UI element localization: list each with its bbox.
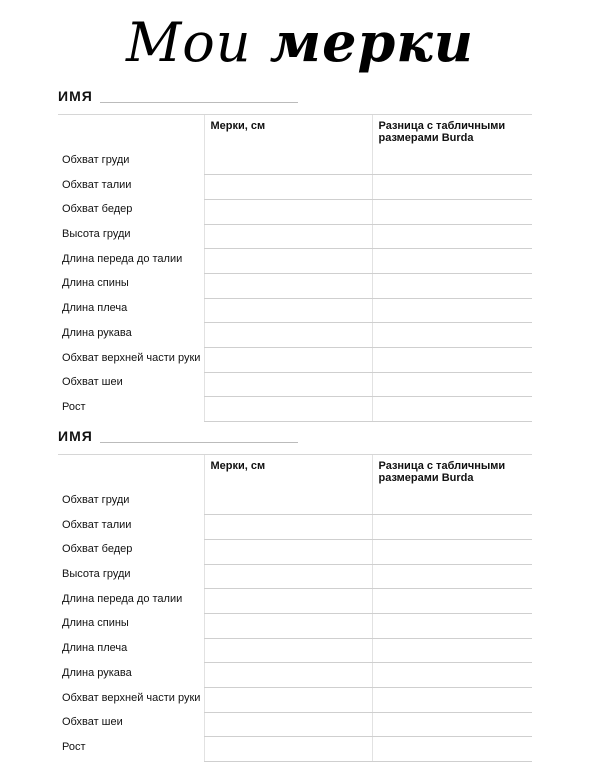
- measurement-label: Обхват груди: [62, 494, 130, 506]
- burda-difference-cell[interactable]: [372, 688, 532, 713]
- table-row: [58, 224, 532, 249]
- burda-difference-cell[interactable]: [372, 175, 532, 200]
- measurement-value-cell[interactable]: [204, 372, 372, 397]
- table-row: [58, 150, 532, 175]
- burda-difference-cell[interactable]: [372, 589, 532, 614]
- measurement-value-cell[interactable]: [204, 150, 372, 175]
- burda-difference-cell[interactable]: [372, 638, 532, 663]
- column-header: Разница с табличными размерами Burda: [372, 115, 532, 151]
- table-row: [58, 323, 532, 348]
- table-row: [58, 348, 532, 373]
- name-label: ИМЯ: [58, 88, 93, 104]
- table-row: [58, 515, 532, 540]
- table-header-row: [58, 115, 532, 151]
- table-row: [58, 249, 532, 274]
- column-header: Мерки, см: [204, 115, 372, 151]
- measurement-label: Длина спины: [62, 617, 129, 630]
- measurement-label: Рост: [62, 400, 86, 413]
- burda-difference-cell[interactable]: [372, 613, 532, 638]
- measurement-value-cell[interactable]: [204, 712, 372, 737]
- measurement-value-cell[interactable]: [204, 175, 372, 200]
- measurement-value-cell[interactable]: [204, 737, 372, 762]
- measurements-table: [58, 454, 532, 762]
- burda-difference-cell[interactable]: [372, 273, 532, 298]
- table-row: [58, 712, 532, 737]
- table-row: [58, 490, 532, 515]
- measurement-value-cell[interactable]: [204, 613, 372, 638]
- table-row: [58, 175, 532, 200]
- measurement-label: Обхват бедер: [62, 543, 133, 556]
- burda-difference-cell[interactable]: [372, 737, 532, 762]
- measurement-label: Обхват верхней части руки: [62, 691, 201, 704]
- table-row: [58, 564, 532, 589]
- table-row: [58, 663, 532, 688]
- measurement-label: Длина рукава: [62, 326, 132, 339]
- column-header: Разница с табличными размерами Burda: [372, 455, 532, 491]
- measurement-label: Обхват верхней части руки: [62, 351, 201, 364]
- measurement-value-cell[interactable]: [204, 490, 372, 515]
- measurement-label: Длина спины: [62, 277, 129, 290]
- table-row: [58, 273, 532, 298]
- burda-difference-cell[interactable]: [372, 490, 532, 515]
- table-row: [58, 539, 532, 564]
- title-bold: мерки: [269, 10, 475, 74]
- burda-difference-cell[interactable]: [372, 224, 532, 249]
- measurement-label: Длина плеча: [62, 302, 128, 315]
- name-input-line[interactable]: [100, 442, 298, 443]
- burda-difference-cell[interactable]: [372, 564, 532, 589]
- measurement-label: Длина рукава: [62, 666, 132, 679]
- measurement-label: Обхват шеи: [62, 716, 123, 729]
- measurement-label: Высота груди: [62, 568, 131, 581]
- burda-difference-cell[interactable]: [372, 150, 532, 175]
- burda-difference-cell[interactable]: [372, 372, 532, 397]
- measurement-value-cell[interactable]: [204, 515, 372, 540]
- measurement-label: Длина плеча: [62, 642, 128, 655]
- measurement-value-cell[interactable]: [204, 638, 372, 663]
- table-row: [58, 397, 532, 422]
- table-row: [58, 638, 532, 663]
- measurement-label: Длина переда до талии: [62, 592, 183, 605]
- name-label: ИМЯ: [58, 428, 93, 444]
- table-row: [58, 737, 532, 762]
- burda-difference-cell[interactable]: [372, 663, 532, 688]
- measurement-value-cell[interactable]: [204, 688, 372, 713]
- table-row: [58, 199, 532, 224]
- burda-difference-cell[interactable]: [372, 348, 532, 373]
- table-row: [58, 372, 532, 397]
- burda-difference-cell[interactable]: [372, 323, 532, 348]
- measurement-label: Обхват талии: [62, 178, 132, 191]
- measurement-label: Обхват шеи: [62, 376, 123, 389]
- table-row: [58, 688, 532, 713]
- measurements-table: [58, 114, 532, 422]
- measurement-value-cell[interactable]: [204, 589, 372, 614]
- measurement-value-cell[interactable]: [204, 199, 372, 224]
- measurement-value-cell[interactable]: [204, 564, 372, 589]
- table-row: [58, 613, 532, 638]
- measurement-label: Обхват бедер: [62, 203, 133, 216]
- measurement-label: Обхват груди: [62, 154, 130, 166]
- column-header: [58, 115, 204, 151]
- burda-difference-cell[interactable]: [372, 397, 532, 422]
- measurement-value-cell[interactable]: [204, 397, 372, 422]
- measurement-label: Длина переда до талии: [62, 252, 183, 265]
- measurement-value-cell[interactable]: [204, 539, 372, 564]
- measurement-value-cell[interactable]: [204, 348, 372, 373]
- burda-difference-cell[interactable]: [372, 298, 532, 323]
- measurement-value-cell[interactable]: [204, 224, 372, 249]
- burda-difference-cell[interactable]: [372, 249, 532, 274]
- table-header-row: [58, 455, 532, 491]
- measurement-value-cell[interactable]: [204, 663, 372, 688]
- table-row: [58, 298, 532, 323]
- burda-difference-cell[interactable]: [372, 515, 532, 540]
- title-light: Мои: [125, 11, 252, 74]
- burda-difference-cell[interactable]: [372, 712, 532, 737]
- measurement-label: Рост: [62, 740, 86, 753]
- measurement-value-cell[interactable]: [204, 298, 372, 323]
- measurement-value-cell[interactable]: [204, 273, 372, 298]
- column-header: [58, 455, 204, 491]
- burda-difference-cell[interactable]: [372, 539, 532, 564]
- column-header: Мерки, см: [204, 455, 372, 491]
- measurement-label: Высота груди: [62, 228, 131, 241]
- table-row: [58, 589, 532, 614]
- measurement-label: Обхват талии: [62, 518, 132, 531]
- measurement-value-cell[interactable]: [204, 323, 372, 348]
- page-title: [0, 10, 600, 75]
- measurement-value-cell[interactable]: [204, 249, 372, 274]
- burda-difference-cell[interactable]: [372, 199, 532, 224]
- name-input-line[interactable]: [100, 102, 298, 103]
